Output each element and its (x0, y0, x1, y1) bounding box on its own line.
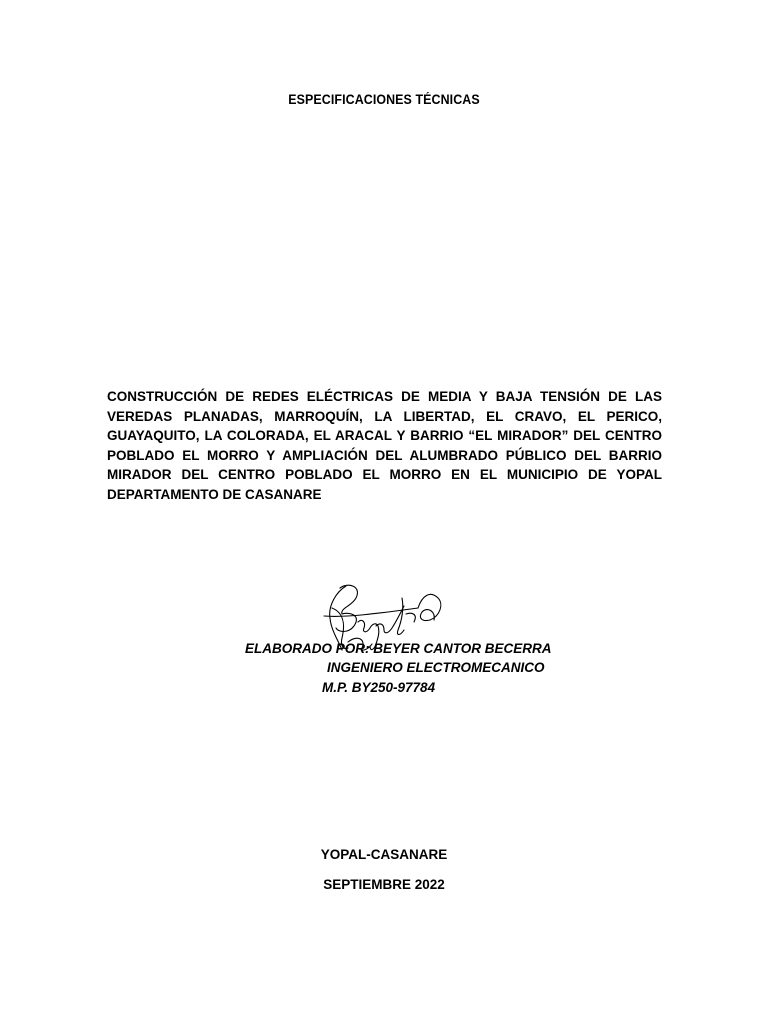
document-place: YOPAL-CASANARE (320, 847, 448, 862)
professional-license: M.P. BY250-97784 (322, 680, 436, 695)
document-heading: ESPECIFICACIONES TÉCNICAS (288, 92, 480, 107)
document-date: SEPTIEMBRE 2022 (323, 877, 445, 892)
elaborado-por: ELABORADO POR: BEYER CANTOR BECERRA (245, 641, 552, 656)
project-title: CONSTRUCCIÓN DE REDES ELÉCTRICAS DE MEDIA Y BAJA TENSIÓN DE LAS VEREDAS PLANADAS, MARROQUÍN, LA LIBERTAD, EL CRAVO, EL PERICO, GUAYAQUITO, LA COLORADA, EL ARACAL Y BARRIO “EL MIRADOR” DEL CENTRO POBLADO EL MORRO Y AMPLIACIÓN DEL ALUMBRADO PÚBLICO DEL BARRIO MIRADOR DEL CENTRO POBLADO EL MORRO EN EL MUNICIPIO DE YOPAL DEPARTAMENTO DE CASANARE (107, 389, 662, 502)
author-title: INGENIERO ELECTROMECANICO (327, 660, 545, 675)
